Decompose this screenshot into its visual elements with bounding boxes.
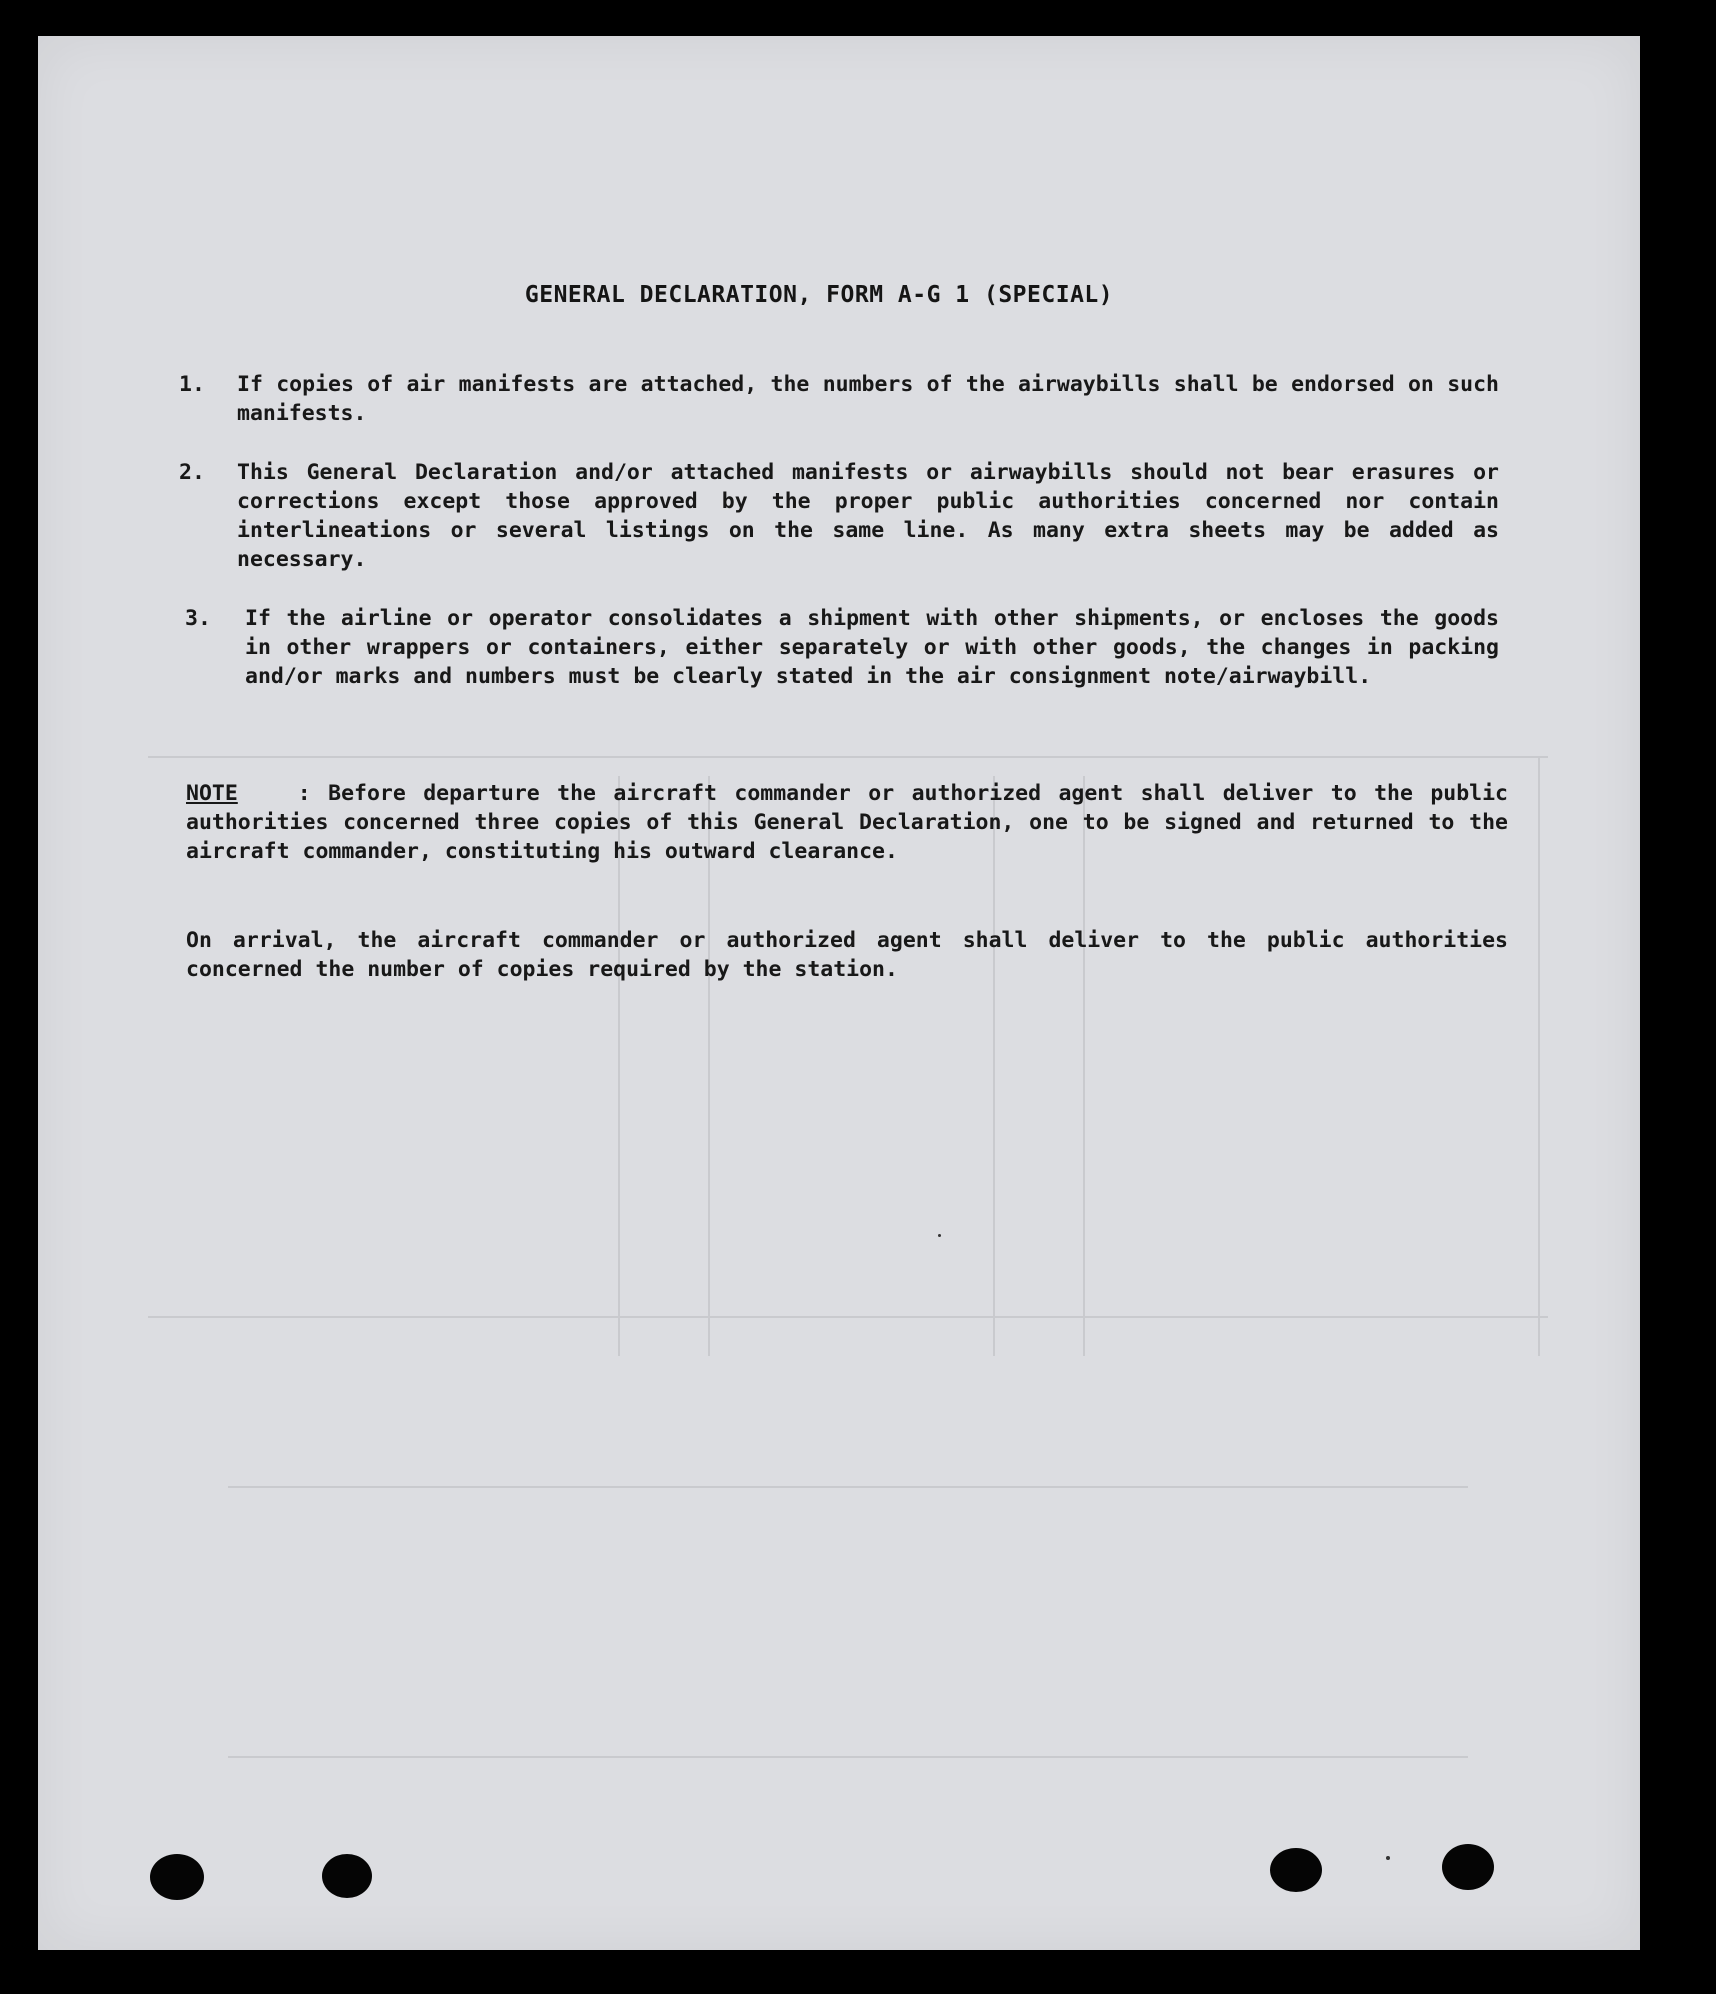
punch-hole (1270, 1848, 1322, 1892)
note-label: NOTE (186, 781, 238, 806)
list-item (179, 458, 1499, 578)
bleed-through-rule (148, 1316, 1548, 1318)
list-item (179, 370, 1499, 430)
note-paragraph (186, 779, 1508, 866)
bleed-through-rule (148, 756, 1548, 758)
bleed-through-rule (228, 1486, 1468, 1488)
arrival-paragraph: On arrival, the aircraft commander or authorized agent shall deliver to the public authorities concerned the number of copies required by the station. (186, 928, 1508, 982)
ink-speck (938, 1234, 941, 1237)
item-text: If copies of air manifests are attached, the numbers of the airwaybills shall be endorsed on such manifests. (237, 372, 1499, 426)
item-text: This General Declaration and/or attached manifests or airwaybills should not bear erasures or corrections except those approved by the proper public authorities concerned nor contain interlineations or several listings on the same line. As many extra sheets may be added as necessary. (237, 460, 1499, 572)
punch-hole (322, 1854, 372, 1898)
item-number: 3. (185, 606, 211, 631)
bleed-through-rule (1538, 756, 1540, 1356)
item-text: If the airline or operator consolidates a shipment with other shipments, or encloses the goods in other wrappers or containers, either separately or with other goods, the changes in packing and/or marks and numbers must be clearly stated in the air consignment note/airwaybill. (245, 606, 1499, 689)
list-item (179, 604, 1499, 724)
punch-hole (150, 1854, 204, 1900)
page-title: GENERAL DECLARATION, FORM A-G 1 (SPECIAL) (524, 282, 1114, 308)
note-text: Before departure the aircraft commander or authorized agent shall deliver to the public authorities concerned three copies of this General Declaration, one to be signed and returned to the aircraft commander, constituting his outward clearance. (186, 781, 1508, 864)
ink-speck (1386, 1856, 1390, 1860)
item-number: 2. (179, 460, 205, 485)
bleed-through-rule (228, 1756, 1468, 1758)
item-number: 1. (179, 372, 205, 397)
punch-hole (1442, 1844, 1494, 1890)
document-page (38, 36, 1640, 1950)
note-colon: : (297, 781, 311, 806)
